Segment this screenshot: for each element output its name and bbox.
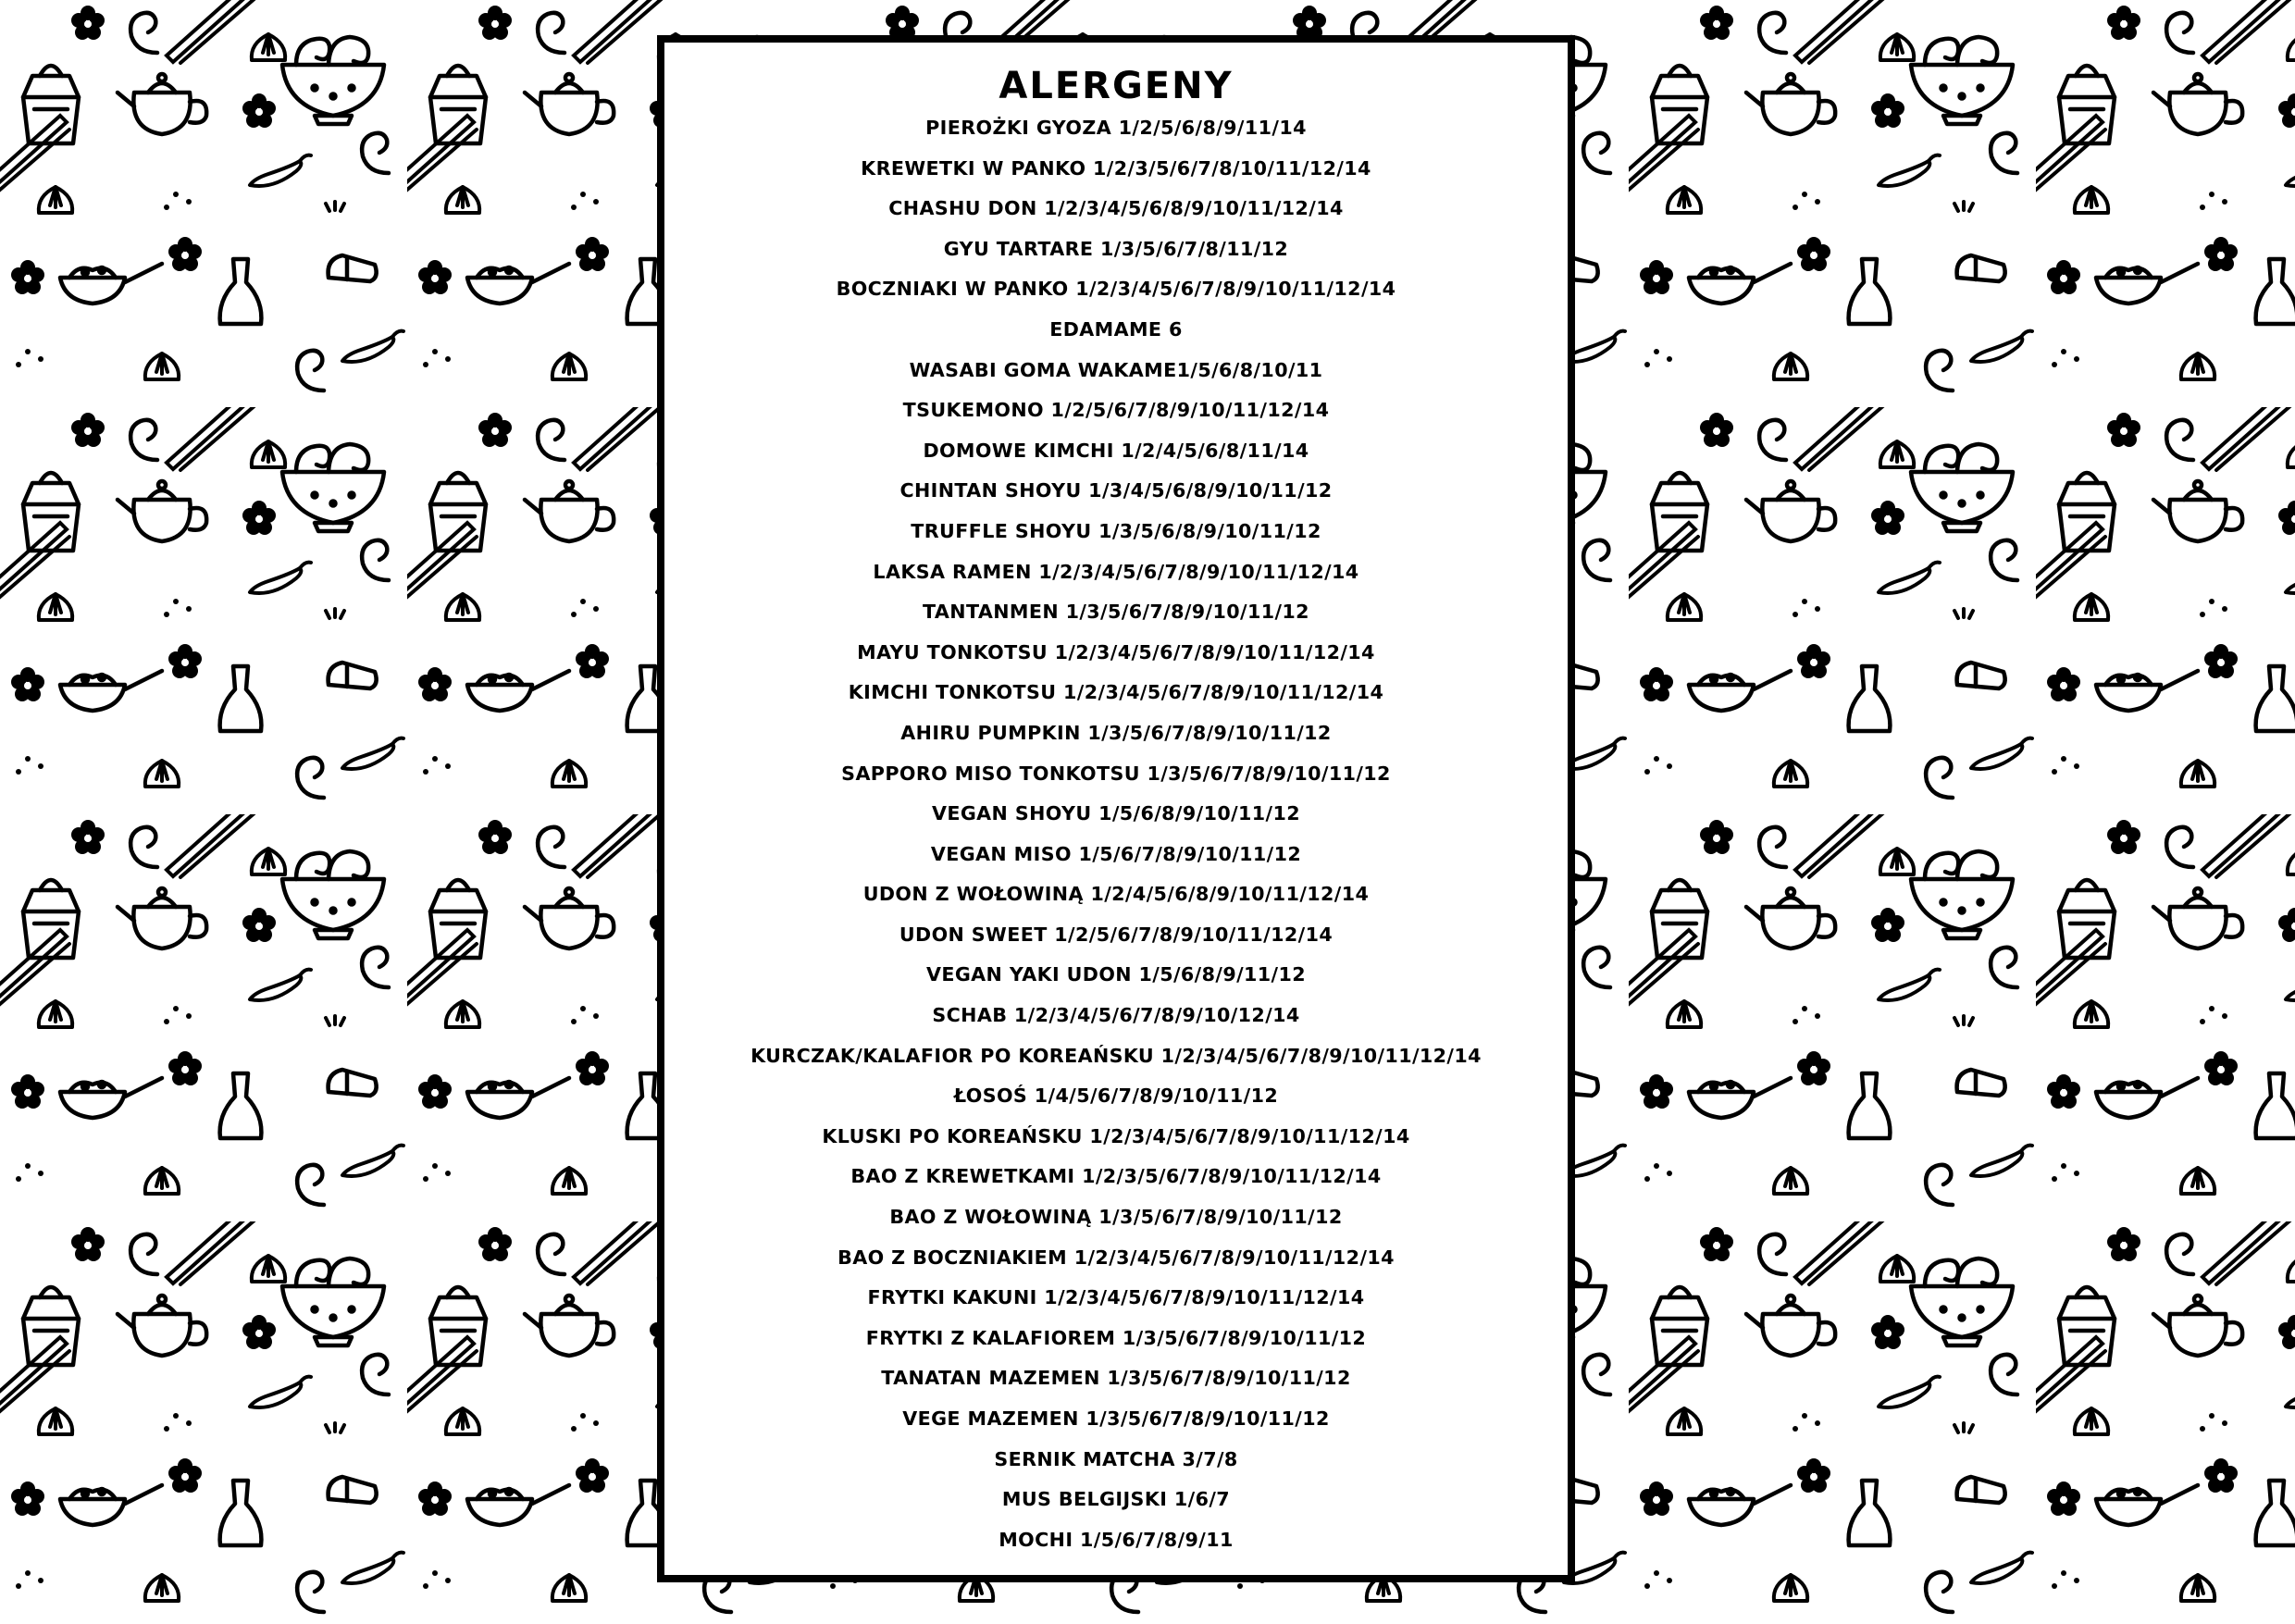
list-item: SCHAB 1/2/3/4/5/6/7/8/9/10/12/14 (932, 1004, 1300, 1027)
list-item: MOCHI 1/5/6/7/8/9/11 (999, 1528, 1234, 1551)
list-item: KLUSKI PO KOREAŃSKU 1/2/3/4/5/6/7/8/9/10/11/12/14 (822, 1124, 1410, 1147)
list-item: ŁOSOŚ 1/4/5/6/7/8/9/10/11/12 (953, 1085, 1279, 1108)
list-item: TSUKEMONO 1/2/5/6/7/8/9/10/11/12/14 (902, 399, 1330, 422)
list-item: PIEROŻKI GYOZA 1/2/5/6/8/9/11/14 (925, 117, 1307, 139)
list-item: CHASHU DON 1/2/3/4/5/6/8/9/10/11/12/14 (888, 197, 1344, 220)
list-item: VEGAN SHOYU 1/5/6/8/9/10/11/12 (931, 802, 1301, 825)
allergen-list (664, 108, 1568, 1560)
list-item: MUS BELGIJSKI 1/6/7 (1001, 1488, 1231, 1511)
list-item: BAO Z KREWETKAMI 1/2/3/5/6/7/8/9/10/11/12/14 (850, 1165, 1382, 1188)
list-item: TANATAN MAZEMEN 1/3/5/6/7/8/9/10/11/12 (881, 1367, 1351, 1390)
list-item: BOCZNIAKI W PANKO 1/2/3/4/5/6/7/8/9/10/11/12/14 (836, 278, 1396, 301)
list-item: KIMCHI TONKOTSU 1/2/3/4/5/6/7/8/9/10/11/12/14 (848, 681, 1384, 704)
list-item: TRUFFLE SHOYU 1/3/5/6/8/9/10/11/12 (911, 519, 1321, 542)
page-title: ALERGENY (999, 65, 1234, 107)
list-item: BAO Z BOCZNIAKIEM 1/2/3/4/5/6/7/8/9/10/11/12/14 (837, 1246, 1395, 1269)
list-item: LAKSA RAMEN 1/2/3/4/5/6/7/8/9/10/11/12/14 (873, 560, 1359, 583)
list-item: AHIRU PUMPKIN 1/3/5/6/7/8/9/10/11/12 (900, 721, 1332, 744)
list-item: VEGE MAZEMEN 1/3/5/6/7/8/9/10/11/12 (902, 1407, 1330, 1430)
list-item: SERNIK MATCHA 3/7/8 (994, 1447, 1238, 1470)
list-item: TANTANMEN 1/3/5/6/7/8/9/10/11/12 (923, 601, 1309, 624)
list-item: CHINTAN SHOYU 1/3/4/5/6/8/9/10/11/12 (899, 479, 1333, 502)
list-item: UDON SWEET 1/2/5/6/7/8/9/10/11/12/14 (899, 923, 1334, 946)
list-item: DOMOWE KIMCHI 1/2/4/5/6/8/11/14 (923, 439, 1309, 462)
list-item: UDON Z WOŁOWINĄ 1/2/4/5/6/8/9/10/11/12/14 (862, 883, 1370, 906)
list-item: MAYU TONKOTSU 1/2/3/4/5/6/7/8/9/10/11/12/14 (857, 640, 1375, 663)
list-item: VEGAN YAKI UDON 1/5/6/8/9/11/12 (925, 963, 1307, 986)
list-item: EDAMAME 6 (1049, 317, 1183, 341)
list-item: SAPPORO MISO TONKOTSU 1/3/5/6/7/8/9/10/11/12 (841, 762, 1391, 785)
list-item: FRYTKI Z KALAFIOREM 1/3/5/6/7/8/9/10/11/12 (865, 1326, 1367, 1349)
list-item: VEGAN MISO 1/5/6/7/8/9/10/11/12 (930, 842, 1302, 865)
list-item: KREWETKI W PANKO 1/2/3/5/6/7/8/10/11/12/14 (861, 156, 1371, 180)
list-item: GYU TARTARE 1/3/5/6/7/8/11/12 (943, 237, 1289, 260)
list-item: WASABI GOMA WAKAME1/5/6/8/10/11 (909, 358, 1323, 381)
list-item: KURCZAK/KALAFIOR PO KOREAŃSKU 1/2/3/4/5/6/7/8/9/10/11/12/14 (751, 1044, 1482, 1067)
list-item: BAO Z WOŁOWINĄ 1/3/5/6/7/8/9/10/11/12 (889, 1206, 1343, 1229)
allergen-panel (657, 35, 1575, 1582)
list-item: FRYTKI KAKUNI 1/2/3/4/5/6/7/8/9/10/11/12/14 (867, 1286, 1365, 1309)
